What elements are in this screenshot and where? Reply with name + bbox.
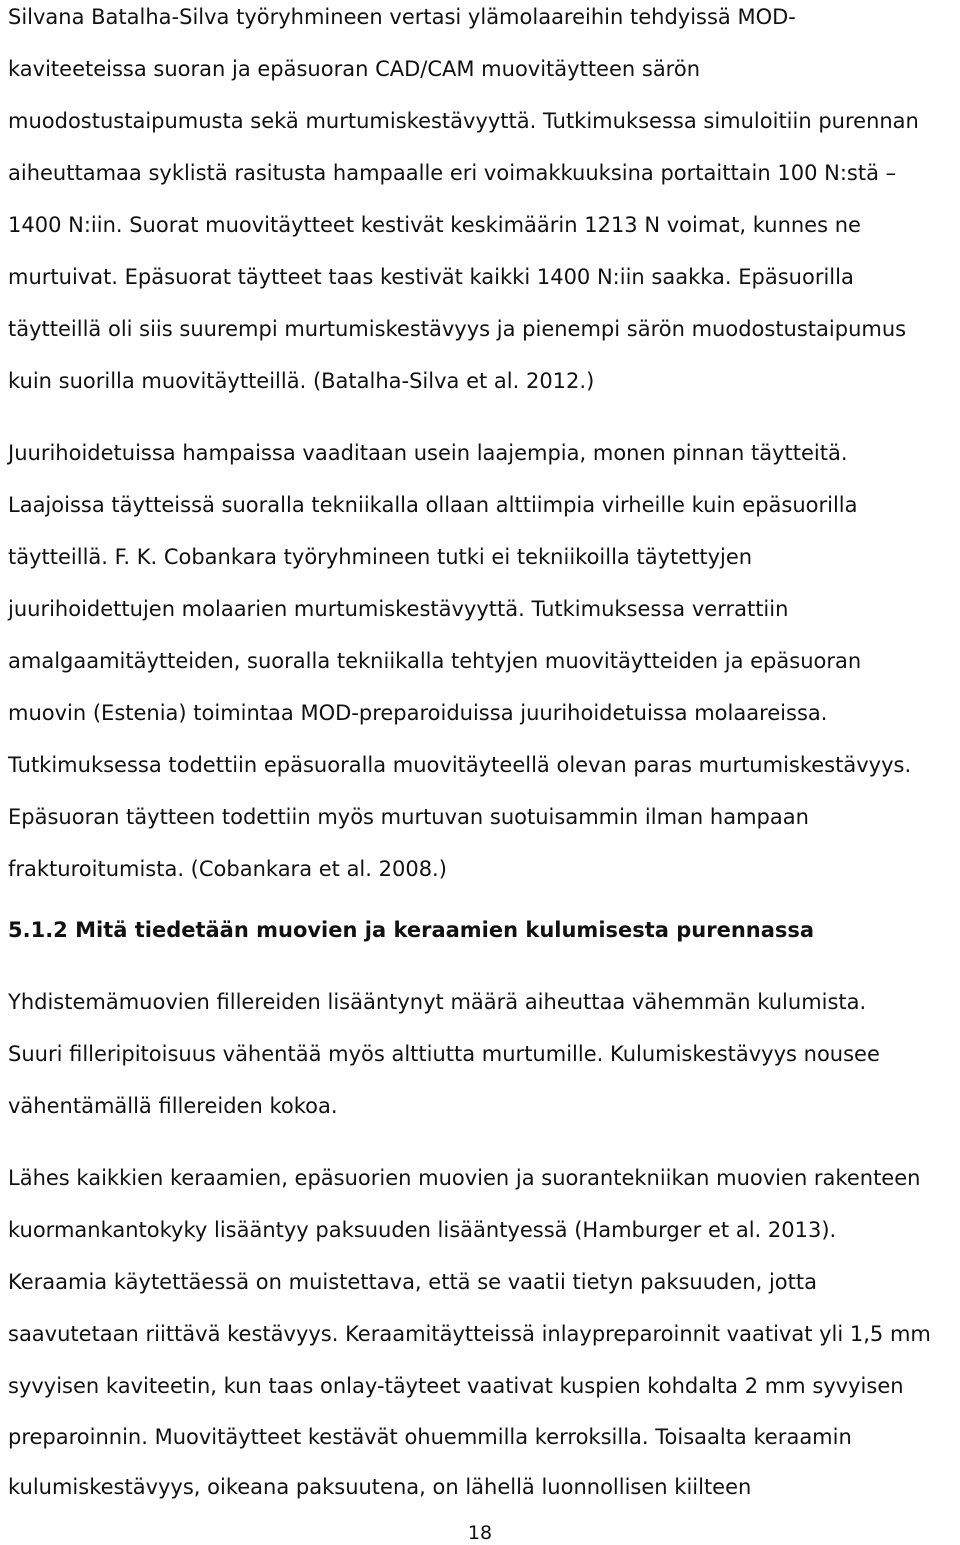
- body-text-line: kaviteeteissa suoran ja epäsuoran CAD/CAM muovitäytteen särön: [8, 57, 701, 81]
- body-text-line: täytteillä oli siis suurempi murtumiskestävyys ja pienempi särön muodostustaipumus: [8, 317, 907, 341]
- body-text-line: vähentämällä fillereiden kokoa.: [8, 1094, 338, 1118]
- body-text-line: muovin (Estenia) toimintaa MOD-preparoiduissa juurihoidetuissa molaareissa.: [8, 701, 828, 725]
- body-text-line: kuin suorilla muovitäytteillä. (Batalha-Silva et al. 2012.): [8, 369, 595, 393]
- body-text-line: syvyisen kaviteetin, kun taas onlay-täyteet vaativat kuspien kohdalta 2 mm syvyisen: [8, 1374, 904, 1398]
- body-text-line: Suuri filleripitoisuus vähentää myös alttiutta murtumille. Kulumiskestävyys nousee: [8, 1042, 880, 1066]
- body-text-line: Lähes kaikkien keraamien, epäsuorien muovien ja suorantekniikan muovien rakenteen: [8, 1166, 921, 1190]
- body-text-line: Keraamia käytettäessä on muistettava, että se vaatii tietyn paksuuden, jotta: [8, 1270, 817, 1294]
- body-text-line: amalgaamitäytteiden, suoralla tekniikalla tehtyjen muovitäytteiden ja epäsuoran: [8, 649, 862, 673]
- body-text-line: Yhdistemämuovien fillereiden lisääntynyt määrä aiheuttaa vähemmän kulumista.: [8, 990, 867, 1014]
- body-text-line: kuormankantokyky lisääntyy paksuuden lisääntyessä (Hamburger et al. 2013).: [8, 1218, 837, 1242]
- body-text-line: täytteillä. F. K. Cobankara työryhmineen tutki ei tekniikoilla täytettyjen: [8, 545, 753, 569]
- body-text-line: aiheuttamaa syklistä rasitusta hampaalle eri voimakkuuksina portaittain 100 N:stä –: [8, 161, 897, 185]
- body-text-line: Juurihoidetuissa hampaissa vaaditaan usein laajempia, monen pinnan täytteitä.: [8, 441, 848, 465]
- body-text-line: Epäsuoran täytteen todettiin myös murtuvan suotuisammin ilman hampaan: [8, 805, 809, 829]
- body-text-line: Tutkimuksessa todettiin epäsuoralla muovitäyteellä olevan paras murtumiskestävyys.: [8, 753, 912, 777]
- body-text-line: Laajoissa täytteissä suoralla tekniikalla ollaan alttiimpia virheille kuin epäsuorilla: [8, 493, 858, 517]
- body-text-line: preparoinnin. Muovitäytteet kestävät ohuemmilla kerroksilla. Toisaalta keraamin: [8, 1425, 852, 1449]
- body-text-line: saavutetaan riittävä kestävyys. Keraamitäytteissä inlaypreparoinnit vaativat yli 1,5 mm: [8, 1322, 931, 1346]
- body-text-line: frakturoitumista. (Cobankara et al. 2008.): [8, 857, 447, 881]
- page-number: 18: [467, 1522, 493, 1544]
- body-text-line: Silvana Batalha-Silva työryhmineen vertasi ylämolaareihin tehdyissä MOD-: [8, 5, 796, 29]
- body-text-line: kulumiskestävyys, oikeana paksuutena, on lähellä luonnollisen kiilteen: [8, 1475, 752, 1499]
- body-text-line: muodostustaipumusta sekä murtumiskestävyyttä. Tutkimuksessa simuloitiin purennan: [8, 109, 919, 133]
- section-heading: 5.1.2 Mitä tiedetään muovien ja keraamien kulumisesta purennassa: [8, 918, 815, 942]
- body-text-line: juurihoidettujen molaarien murtumiskestävyyttä. Tutkimuksessa verrattiin: [8, 597, 789, 621]
- body-text-line: murtuivat. Epäsuorat täytteet taas kestivät kaikki 1400 N:iin saakka. Epäsuorilla: [8, 265, 854, 289]
- body-text-line: 1400 N:iin. Suorat muovitäytteet kestivät keskimäärin 1213 N voimat, kunnes ne: [8, 213, 861, 237]
